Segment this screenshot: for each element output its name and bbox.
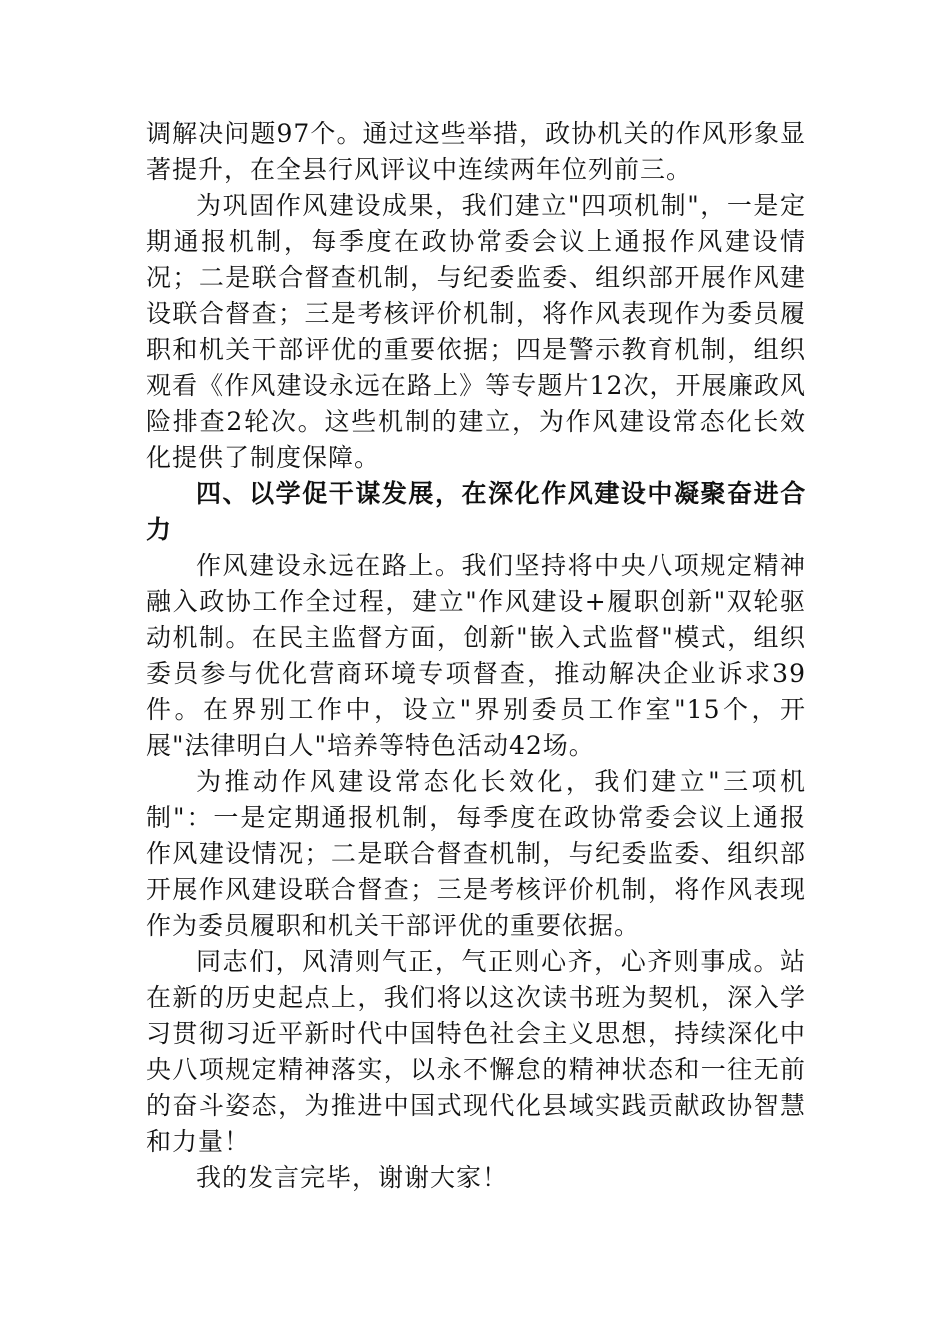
three-mechanisms-paragraph: 为推动作风建设常态化长效化，我们建立"三项机制"：一是定期通报机制，每季度在政协常委会议上通报作风建设情况；二是联合督查机制，与纪委监委、组织部开展作风建设联合督查；三是考核评价机制，将作风表现作为委员履职和机关干部评优的重要依据。 <box>146 767 806 940</box>
closing-paragraph: 同志们，风清则气正，气正则心齐，心齐则事成。站在新的历史起点上，我们将以这次读书班为契机，深入学习贯彻习近平新时代中国特色社会主义思想，持续深化中央八项规定精神落实，以永不懈怠的精神状态和一往无前的奋斗姿态，为推进中国式现代化县域实践贡献政协智慧和力量！ <box>146 947 806 1156</box>
work-paragraph: 作风建设永远在路上。我们坚持将中央八项规定精神融入政协工作全过程，建立"作风建设+履职创新"双轮驱动机制。在民主监督方面，创新"嵌入式监督"模式，组织委员参与优化营商环境专项督查，推动解决企业诉求39件。在界别工作中，设立"界别委员工作室"15个，开展"法律明白人"培养等特色活动42场。 <box>146 551 806 760</box>
continued-paragraph: 调解决问题97个。通过这些举措，政协机关的作风形象显著提升，在全县行风评议中连续两年位列前三。 <box>146 119 806 184</box>
ending-line: 我的发言完毕，谢谢大家！ <box>196 1163 509 1192</box>
mechanism-paragraph: 为巩固作风建设成果，我们建立"四项机制"，一是定期通报机制，每季度在政协常委会议上通报作风建设情况；二是联合督查机制，与纪委监委、组织部开展作风建设联合督查；三是考核评价机制，将作风表现作为委员履职和机关干部评优的重要依据；四是警示教育机制，组织观看《作风建设永远在路上》等专题片12次，开展廉政风险排查2轮次。这些机制的建立，为作风建设常态化长效化提供了制度保障。 <box>146 191 806 472</box>
document-body <box>146 116 806 1196</box>
section-heading: 四、以学促干谋发展，在深化作风建设中凝聚奋进合力 <box>146 479 806 544</box>
